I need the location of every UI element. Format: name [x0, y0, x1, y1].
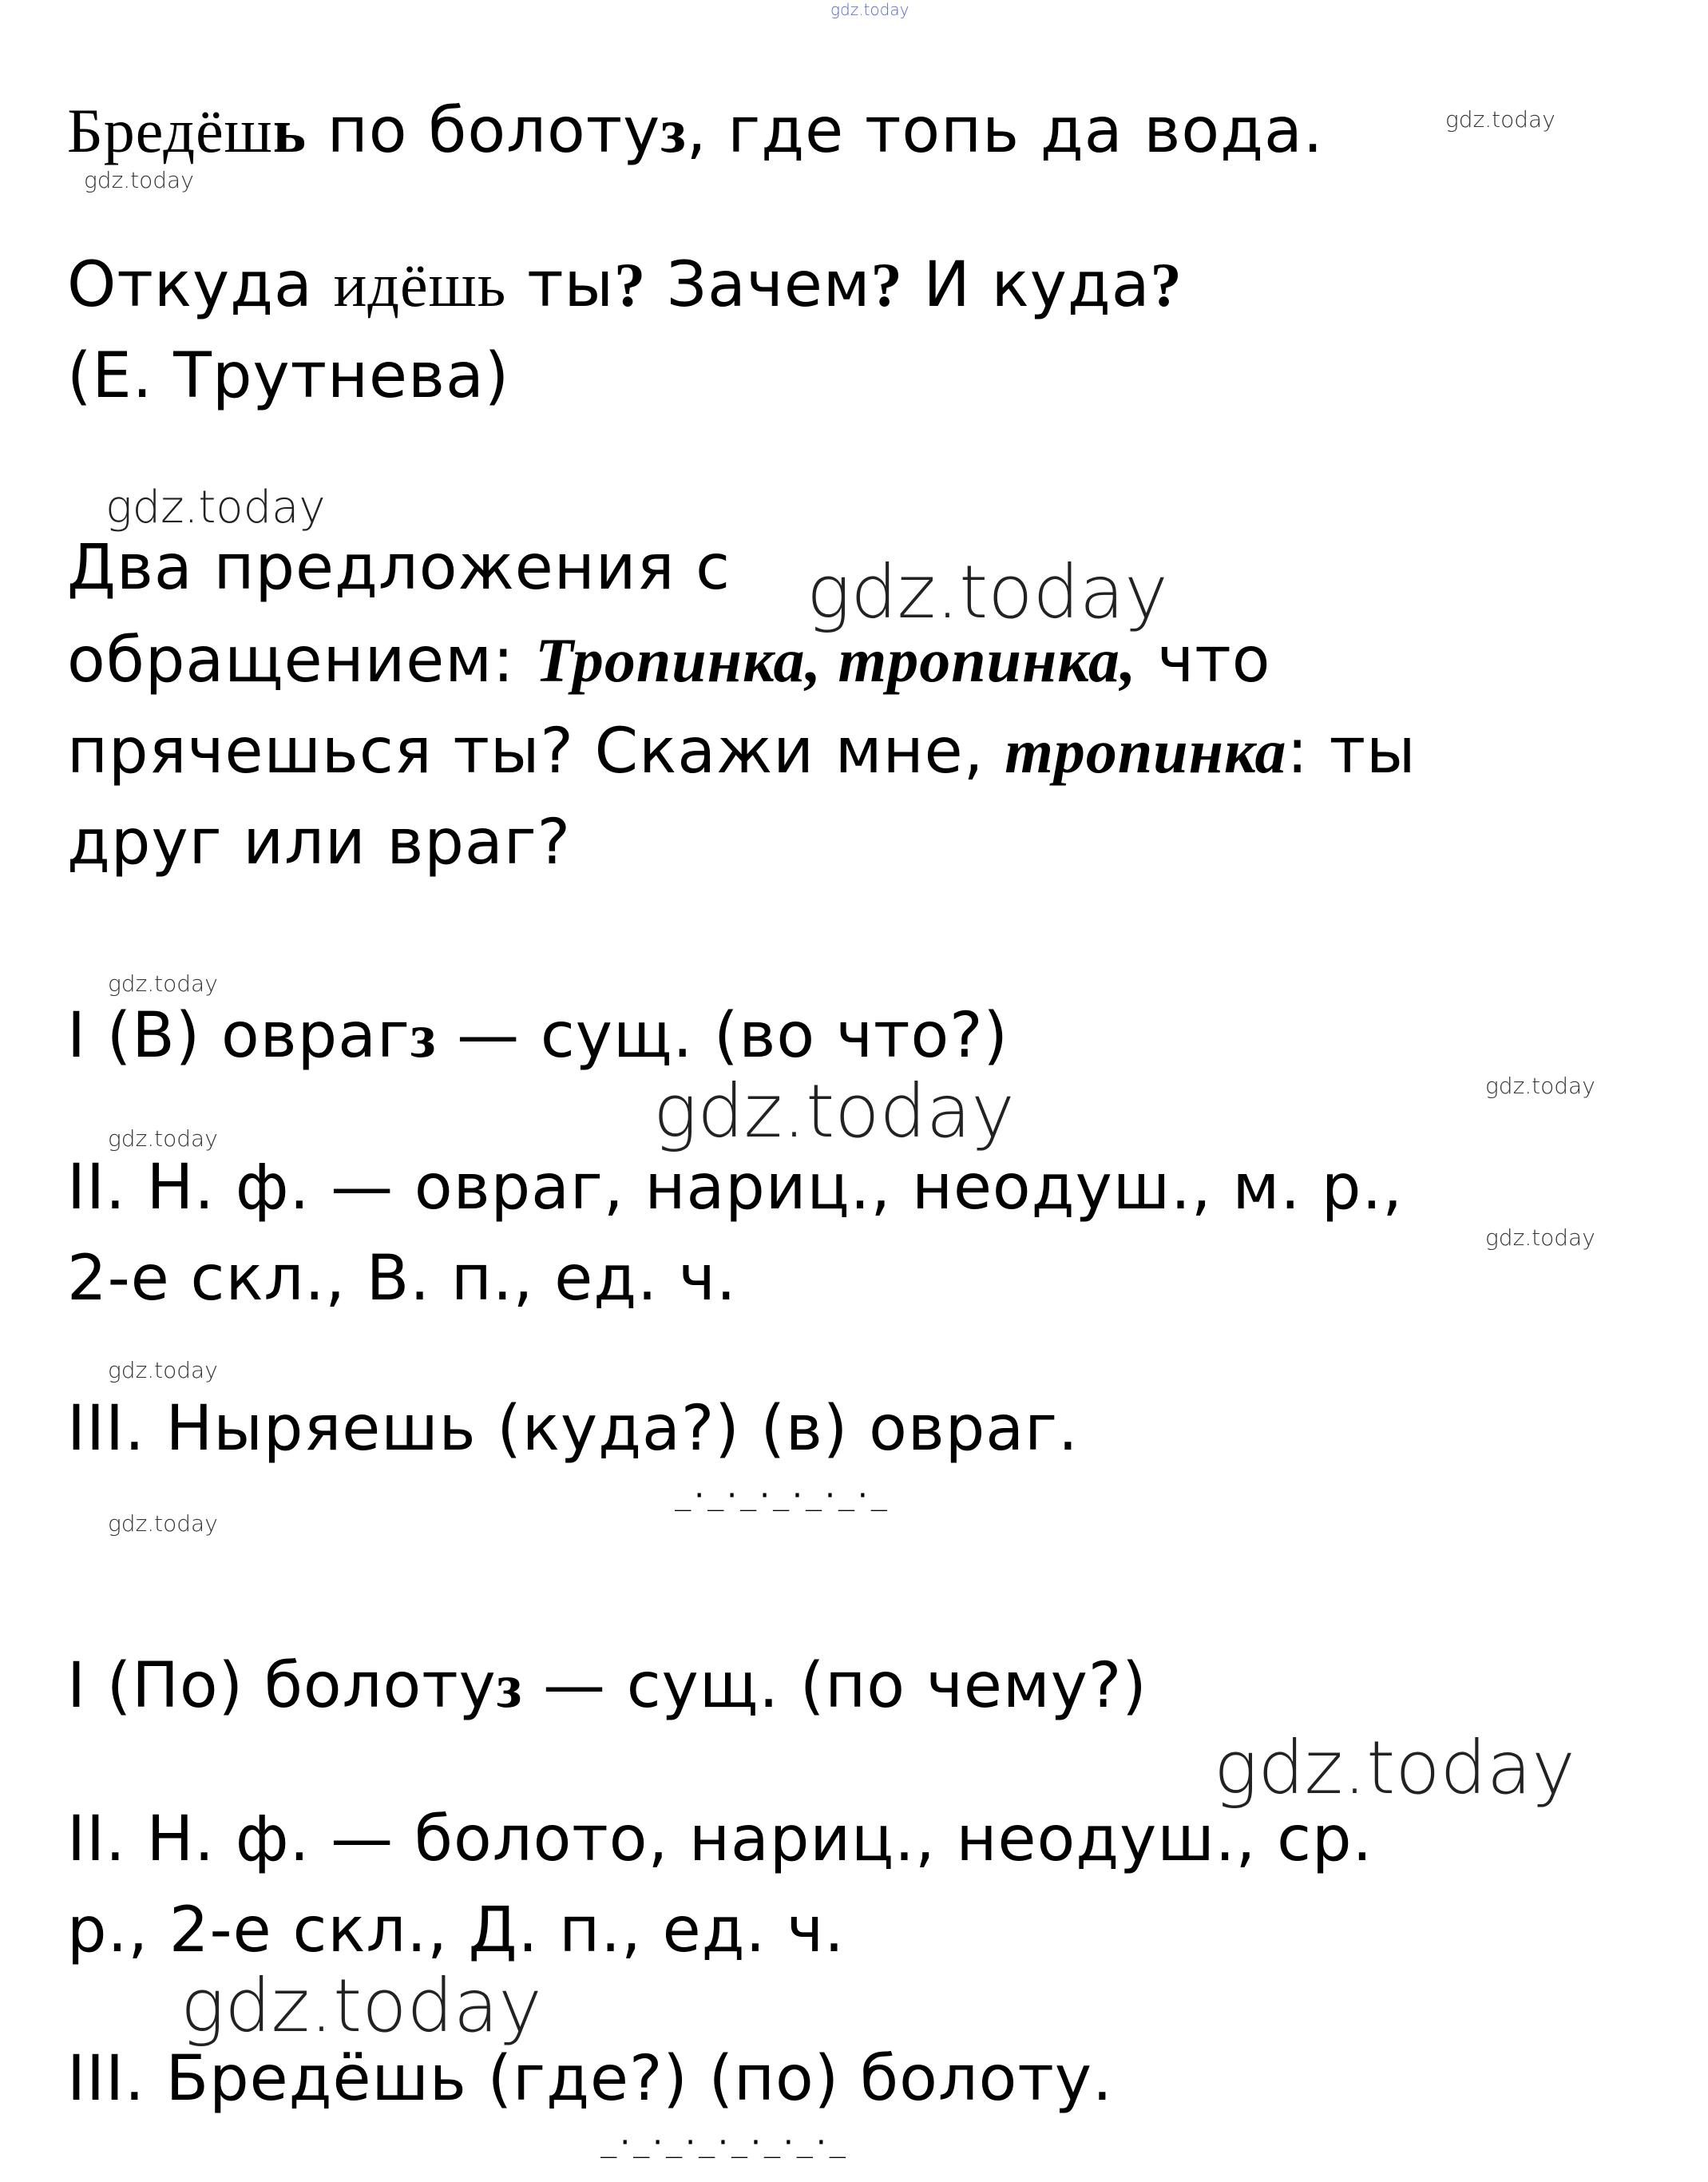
watermark: gdz.today [1485, 1224, 1595, 1251]
watermark: gdz.today [105, 482, 326, 534]
parse-text: — сущ. (во что?) [436, 1000, 1009, 1072]
poem-question-mark: ? [870, 250, 903, 319]
parse-sound-mark: з [410, 1001, 437, 1070]
address-text: что [1136, 625, 1271, 696]
poem-sound-mark: з [660, 96, 687, 165]
parse2-line-3: р., 2-е скл., Д. п., ед. ч. [67, 1894, 845, 1966]
poem-text: Зачем [646, 249, 871, 321]
watermark: gdz.today [180, 1963, 542, 2049]
watermark: gdz.today [108, 1125, 218, 1152]
predicate-underline-mark: _·_·_·_·_·_·_ [675, 1480, 888, 1512]
watermark: gdz.today [1485, 1073, 1595, 1099]
watermark: gdz.today [1214, 1725, 1575, 1811]
parse1-line-1 [67, 1000, 1009, 1072]
poem-line-2 [67, 249, 1183, 321]
poem-text: по болоту [307, 95, 661, 167]
parse-text: — сущ. (по чему?) [522, 1650, 1147, 1722]
poem-word-idesh: идёшь [333, 250, 507, 319]
parse-sound-mark: з [496, 1651, 523, 1720]
watermark: gdz.today [108, 1357, 218, 1383]
address-vocative: тропинка [1005, 716, 1287, 786]
watermark: gdz.today [108, 1510, 218, 1537]
address-line-3 [67, 716, 1417, 788]
address-text: : ты [1286, 716, 1417, 788]
parse1-line-3: 2-е скл., В. п., ед. ч. [67, 1243, 737, 1315]
watermark: gdz.today [806, 549, 1168, 635]
address-line-2 [67, 625, 1271, 696]
poem-text: Откуда [67, 249, 334, 321]
poem-text: ты [506, 249, 615, 321]
poem-author: (Е. Трутнева) [67, 340, 510, 412]
poem-question-mark: ? [614, 250, 647, 319]
poem-line-1 [67, 95, 1324, 167]
parse-text: I (В) овраг [67, 1000, 410, 1072]
predicate-underline-mark: _·_·_·_·_·_·_·_ [600, 2127, 846, 2159]
poem-question-mark: ? [1150, 250, 1183, 319]
parse2-line-2: II. Н. ф. — болото, нариц., неодуш., ср. [67, 1803, 1373, 1875]
address-line-1: Два предложения с [67, 532, 731, 604]
watermark: gdz.today [108, 970, 218, 997]
address-text: прячешься ты? Скажи мне, [67, 716, 1005, 788]
watermark-top: gdz.today [830, 0, 909, 19]
address-vocative: Тропинка, тропинка, [535, 625, 1137, 695]
watermark: gdz.today [653, 1069, 1015, 1154]
address-text: обращением: [67, 625, 536, 696]
parse1-line-2: II. Н. ф. — овраг, нариц., неодуш., м. р., [67, 1152, 1404, 1224]
watermark: gdz.today [84, 167, 194, 193]
address-line-4: друг или враг? [67, 807, 572, 879]
parse1-line-4: III. Ныряешь (куда?) (в) овраг. [67, 1393, 1079, 1465]
poem-word-bredesh: Бредёш [67, 96, 273, 165]
parse-text: I (По) болоту [67, 1650, 497, 1722]
parse2-line-4: III. Бредёшь (где?) (по) болоту. [67, 2043, 1113, 2115]
poem-text-end: , где топь да вода. [686, 95, 1324, 167]
parse2-line-1 [67, 1650, 1147, 1722]
poem-text: И куда [902, 249, 1151, 321]
poem-soft-sign: ь [272, 96, 307, 165]
watermark: gdz.today [1445, 106, 1555, 133]
